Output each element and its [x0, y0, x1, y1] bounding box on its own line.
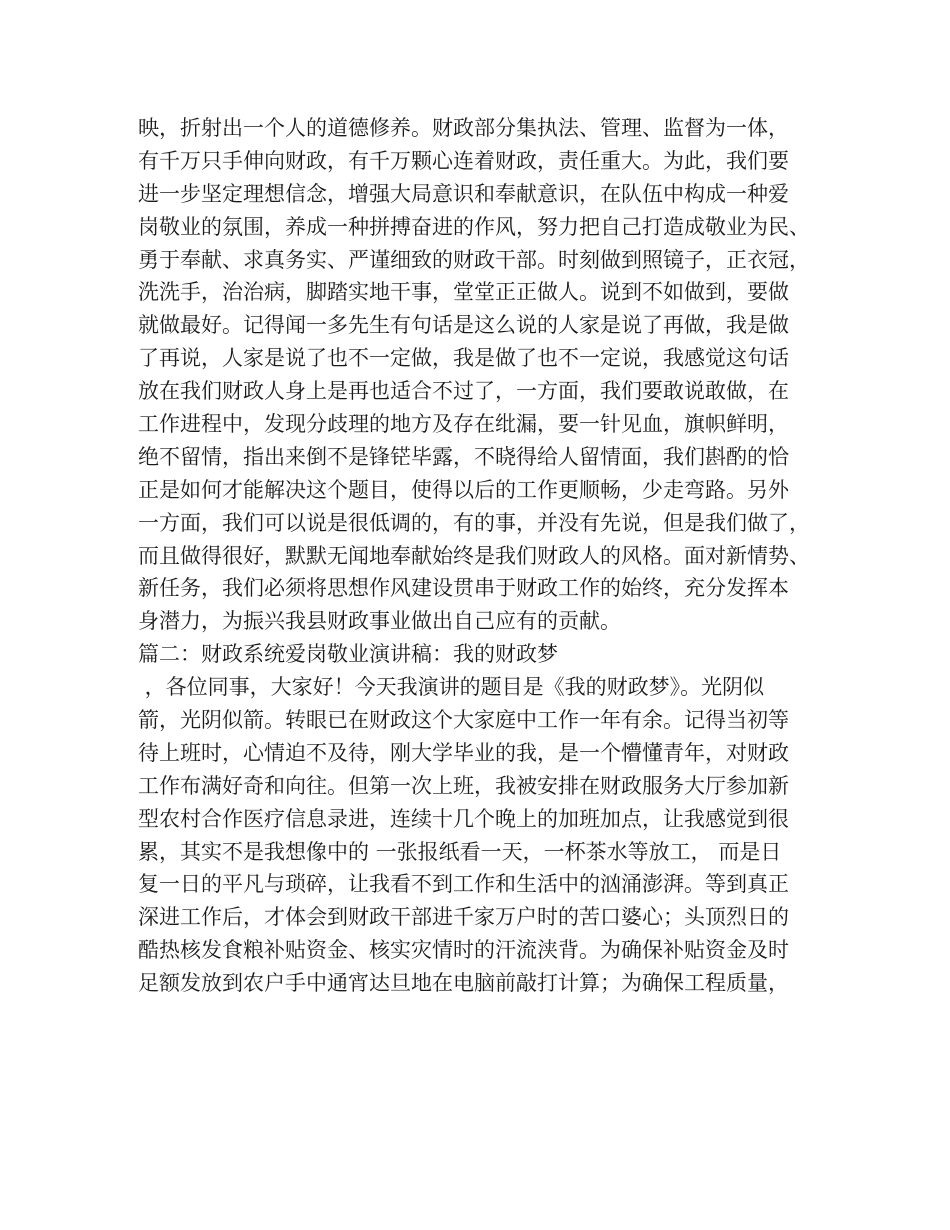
text-line: 型农村合作医疗信息录进，连续十几个晚上的加班加点，让我感觉到很	[138, 806, 789, 831]
text-line: 一方面，我们可以说是很低调的，有的事，并没有先说，但是我们做了，	[138, 510, 810, 535]
body-text	[138, 112, 828, 1000]
text-line: 复一日的平凡与琐碎，让我看不到工作和生活中的汹涌澎湃。等到真正	[138, 872, 789, 897]
section-heading: 篇二：财政系统爱岗敬业演讲稿：我的财政梦	[138, 642, 558, 667]
text-line: 酷热核发食粮补贴资金、核实灾情时的汗流浃背。为确保补贴资金及时	[138, 938, 789, 963]
text-line: 新任务，我们必须将思想作风建设贯串于财政工作的始终，充分发挥本	[138, 576, 789, 601]
text-line: 进一步坚定理想信念，增强大局意识和奉献意识，在队伍中构成一种爱	[138, 181, 789, 206]
text-line: 岗敬业的氛围，养成一种拼搏奋进的作风，努力把自己打造成敬业为民、	[138, 214, 810, 239]
text-line: 映，折射出一个人的道德修养。财政部分集执法、管理、监督为一体，	[138, 116, 789, 140]
text-line: 放在我们财政人身上是再也适合不过了，一方面，我们要敢说敢做，在	[138, 379, 789, 404]
text-line: 勇于奉献、求真务实、严谨细致的财政干部。时刻做到照镜子，正衣冠，	[138, 247, 810, 272]
text-line: 绝不留情，指出来倒不是锋铓毕露，不晓得给人留情面，我们斟酌的恰	[138, 444, 789, 469]
text-line: 累，其实不是我想像中的 一张报纸看一天，一杯茶水等放工， 而是日	[138, 839, 782, 864]
text-line: 足额发放到农户手中通宵达旦地在电脑前敲打计算；为确保工程质量，	[138, 971, 789, 996]
text-line: 正是如何才能解决这个题目，使得以后的工作更顺畅，少走弯路。另外	[138, 477, 789, 502]
text-line: 洗洗手，治治病，脚踏实地干事，堂堂正正做人。说到不如做到，要做	[138, 280, 789, 305]
text-line: ，各位同事，大家好！今天我演讲的题目是《我的财政梦》。光阴似	[138, 675, 765, 700]
text-line: 就做最好。记得闻一多先生有句话是这么说的人家是说了再做，我是做	[138, 313, 789, 338]
text-line: 有千万只手伸向财政，有千万颗心连着财政，责任重大。为此，我们要	[138, 148, 789, 173]
text-line: 工作布满好奇和向往。但第一次上班，我被安排在财政服务大厅参加新	[138, 773, 789, 798]
text-line: 而且做得很好，默默无闻地奉献始终是我们财政人的风格。面对新情势、	[138, 543, 810, 568]
text-line: 工作进程中，发现分歧理的地方及存在纰漏，要一针见血，旗帜鲜明，	[138, 412, 789, 437]
text-line: 身潜力，为振兴我县财政事业做出自己应有的贡献。	[138, 609, 621, 634]
text-line: 深进工作后，才体会到财政干部进千家万户时的苦口婆心；头顶烈日的	[138, 905, 789, 930]
text-line: 箭，光阴似箭。转眼已在财政这个大家庭中工作一年有余。记得当初等	[138, 708, 789, 733]
text-line: 了再说，人家是说了也不一定做，我是做了也不一定说，我感觉这句话	[138, 346, 789, 371]
text-line: 待上班时，心情迫不及待，刚大学毕业的我，是一个懵懂青年，对财政	[138, 740, 789, 765]
